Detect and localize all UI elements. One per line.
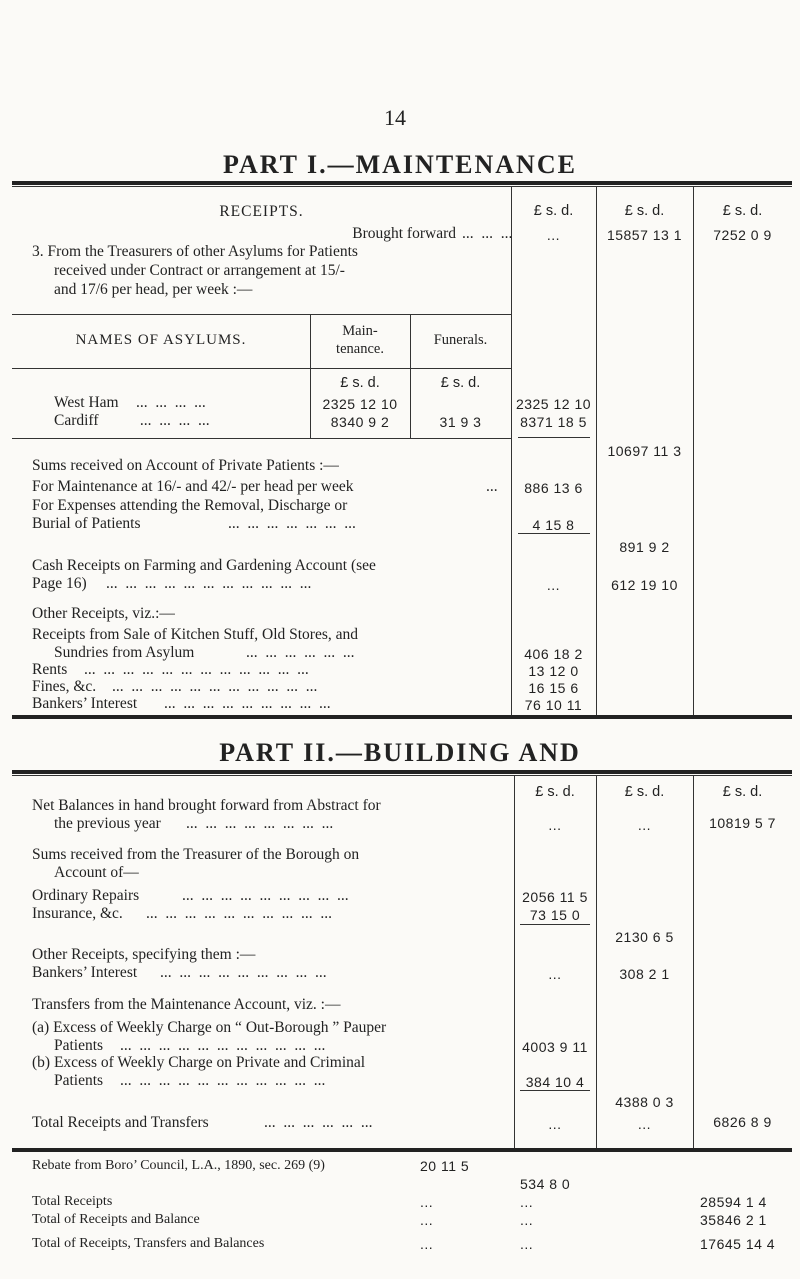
other-item-value: 13 12 0 (528, 663, 579, 679)
leader: ... ... ... ... (136, 394, 206, 411)
other-item-label: Rents (32, 661, 68, 678)
total-receipts-col1: ... (420, 1194, 434, 1210)
maint-header-line2: tenance. (336, 341, 384, 357)
part2-bottom-rule (12, 1148, 792, 1152)
leader: ... ... ... ... ... ... (264, 1114, 373, 1131)
private-exp-line2: Burial of Patients (32, 515, 141, 532)
leader: ... ... ... ... ... ... ... ... ... ... ... (112, 678, 318, 695)
cash-value: 612 19 10 (611, 577, 678, 593)
asylum-table-bottom-rule (12, 438, 511, 439)
total-rt-col1: ... (548, 1116, 562, 1132)
item3-line1: 3. From the Treasurers of other Asylums for Patients (32, 243, 358, 260)
item3-line2: received under Contract or arrangement at 15/- (54, 262, 345, 279)
transfer-a-value: 4003 9 11 (522, 1039, 588, 1055)
sums-line2: Account of— (54, 864, 139, 881)
part2-title: PART II.—BUILDING AND (219, 738, 581, 767)
other-item-value: 20 11 5 (420, 1158, 470, 1174)
item3-line3: and 17/6 per head, per week :— (54, 281, 253, 298)
total-balance-col2: ... (520, 1212, 534, 1228)
other-line1: Receipts from Sale of Kitchen Stuff, Old Stores, and (32, 626, 359, 643)
asylum-total: 2325 12 10 (515, 396, 592, 412)
net-col1: ... (548, 817, 562, 833)
bankers-value: 308 2 1 (619, 966, 670, 982)
private-maint-label: For Maintenance at 16/- and 42/- per head per week (32, 478, 354, 495)
transfers-heading: Transfers from the Maintenance Account, viz. :— (32, 996, 341, 1013)
private-exp-value: 4 15 8 (532, 517, 575, 533)
col-header-2: £ s. d. (624, 203, 665, 219)
col-header-3: £ s. d. (722, 203, 763, 219)
ordinary-value: 2056 11 5 (522, 889, 588, 905)
asylum-funerals: 31 9 3 (439, 414, 482, 430)
other-sundries-value: 406 18 2 (524, 646, 583, 662)
other-item-label: Fines, &c. (32, 678, 97, 695)
transfer-b-value: 384 10 4 (525, 1074, 585, 1090)
maint-unit: £ s. d. (340, 375, 380, 391)
total-rt-col2: ... (637, 1116, 652, 1132)
leader: ... ... ... ... (136, 412, 210, 429)
other-heading: Other Receipts, viz.:— (32, 605, 175, 622)
part2-top-rule-thin (12, 775, 792, 776)
leader: ... ... ... ... ... ... ... ... ... ... ... (120, 1072, 326, 1089)
other-item-label: Bankers’ Interest (32, 695, 138, 712)
private-subtotal-rule (518, 533, 590, 534)
brought-forward-label: Brought forward (352, 225, 456, 242)
subtotal-rule (518, 437, 590, 438)
sums-subtotal-rule (520, 924, 590, 925)
total-rtb-col1: ... (420, 1236, 434, 1252)
asylum-maintenance: 8340 9 2 (330, 414, 390, 430)
other-item-value: 76 10 11 (524, 697, 583, 713)
leader: ... ... ... ... ... ... ... ... ... ... ... (106, 575, 312, 592)
maint-header-line1: Main- (342, 323, 378, 339)
transfer-a-line2: Patients (54, 1037, 104, 1054)
transfer-b-line1: (b) Excess of Weekly Charge on Private and Criminal (32, 1054, 366, 1071)
col-header-1: £ s. d. (533, 203, 574, 219)
net-value: 10819 5 7 (709, 815, 776, 831)
asylum-name: Cardiff (54, 412, 99, 429)
leader: ... ... ... ... ... ... ... ... (186, 815, 334, 832)
total-rt-value: 6826 8 9 (713, 1114, 772, 1130)
private-exp-line1: For Expenses attending the Removal, Discharge or (32, 497, 348, 514)
page-number: 14 (384, 105, 406, 130)
other-item-value: 16 15 6 (528, 680, 579, 696)
sums-total: 2130 6 5 (615, 929, 674, 945)
total-receipts-value: 28594 1 4 (700, 1194, 767, 1210)
net-line1: Net Balances in hand brought forward from Abstract for (32, 797, 381, 814)
total-rtb-value: 17645 14 4 (700, 1236, 776, 1252)
part1-title: PART I.—MAINTENANCE (223, 150, 577, 179)
part1-top-rule-thin (12, 186, 792, 187)
total-rt-label: Total Receipts and Transfers (32, 1114, 209, 1131)
part2-other-heading: Other Receipts, specifying them :— (32, 946, 256, 963)
total-balance-label: Total of Receipts and Balance (32, 1212, 200, 1227)
asylum-subtotal: 10697 11 3 (607, 443, 682, 459)
total-receipts-col2: ... (520, 1194, 534, 1210)
other-line2: Sundries from Asylum (54, 644, 195, 661)
insurance-label: Insurance, &c. (32, 905, 123, 922)
asylum-name: West Ham (54, 394, 119, 411)
part1-col-divider-3 (693, 186, 694, 715)
leader: ... ... ... ... ... ... ... (228, 515, 356, 532)
total-balance-value: 35846 2 1 (700, 1212, 767, 1228)
transfers-total: 4388 0 3 (615, 1094, 674, 1110)
total-rtb-label: Total of Receipts, Transfers and Balances (32, 1236, 265, 1251)
other-total: 534 8 0 (520, 1176, 571, 1192)
funerals-unit: £ s. d. (440, 375, 481, 391)
leader: ... ... ... ... ... ... ... ... ... (164, 695, 331, 712)
private-maint-value: 886 13 6 (524, 480, 583, 496)
part2-top-rule (12, 770, 792, 774)
brought-forward-col2: 15857 13 1 (606, 227, 683, 243)
other-item-label: Rebate from Boro’ Council, L.A., 1890, sec. 269 (9) (32, 1158, 325, 1173)
leader: ... ... ... ... ... ... ... ... ... (160, 964, 327, 981)
funerals-header: Funerals. (433, 332, 488, 348)
insurance-value: 73 15 0 (529, 907, 581, 923)
net-line2: the previous year (54, 815, 161, 832)
leader: ... ... ... ... ... ... (246, 644, 355, 661)
leader: ... ... ... ... ... ... ... ... ... ... ... ... (84, 661, 309, 678)
total-receipts-label: Total Receipts (32, 1194, 113, 1209)
cash-col1: ... (546, 577, 561, 593)
leader: ... ... ... (462, 225, 513, 242)
part1-top-rule (12, 181, 792, 185)
asylum-table-top-rule (12, 314, 511, 315)
asylum-names-header: NAMES OF ASYLUMS. (75, 332, 247, 348)
brought-forward-col1: ... (546, 227, 561, 243)
total-balance-col1: ... (420, 1212, 434, 1228)
sums-line1: Sums received from the Treasurer of the Borough on (32, 846, 360, 863)
leader: ... ... ... ... ... ... ... ... ... (182, 887, 349, 904)
part2-col-header-1: £ s. d. (535, 784, 575, 800)
transfer-a-line1: (a) Excess of Weekly Charge on “ Out-Borough ” Pauper (32, 1019, 387, 1036)
ordinary-label: Ordinary Repairs (32, 887, 140, 904)
receipts-heading: RECEIPTS. (219, 203, 304, 220)
part1-bottom-rule (12, 715, 792, 719)
asylum-header-rule (12, 368, 511, 369)
bankers-label: Bankers’ Interest (32, 964, 138, 981)
leader: ... ... ... ... ... ... ... ... ... ... (146, 905, 332, 922)
total-rtb-col2: ... (520, 1236, 534, 1252)
asylum-maintenance: 2325 12 10 (322, 396, 398, 412)
cash-line2: Page 16) (32, 575, 87, 592)
part2-col-header-2: £ s. d. (624, 784, 665, 800)
net-col2: ... (637, 817, 652, 833)
transfers-subtotal-rule (520, 1090, 590, 1091)
leader: ... ... ... ... ... ... ... ... ... ... ... (120, 1037, 326, 1054)
part2-col-header-3: £ s. d. (722, 784, 763, 800)
private-heading: Sums received on Account of Private Patients :— (32, 457, 339, 474)
cash-line1: Cash Receipts on Farming and Gardening Account (see (32, 557, 376, 574)
transfer-b-line2: Patients (54, 1072, 104, 1089)
asylum-total: 8371 18 5 (520, 414, 587, 430)
leader: ... (486, 478, 498, 495)
bankers-col1: ... (548, 966, 562, 982)
brought-forward-col3: 7252 0 9 (713, 227, 772, 243)
private-total: 891 9 2 (619, 539, 670, 555)
part1-col-divider-1 (511, 186, 512, 715)
